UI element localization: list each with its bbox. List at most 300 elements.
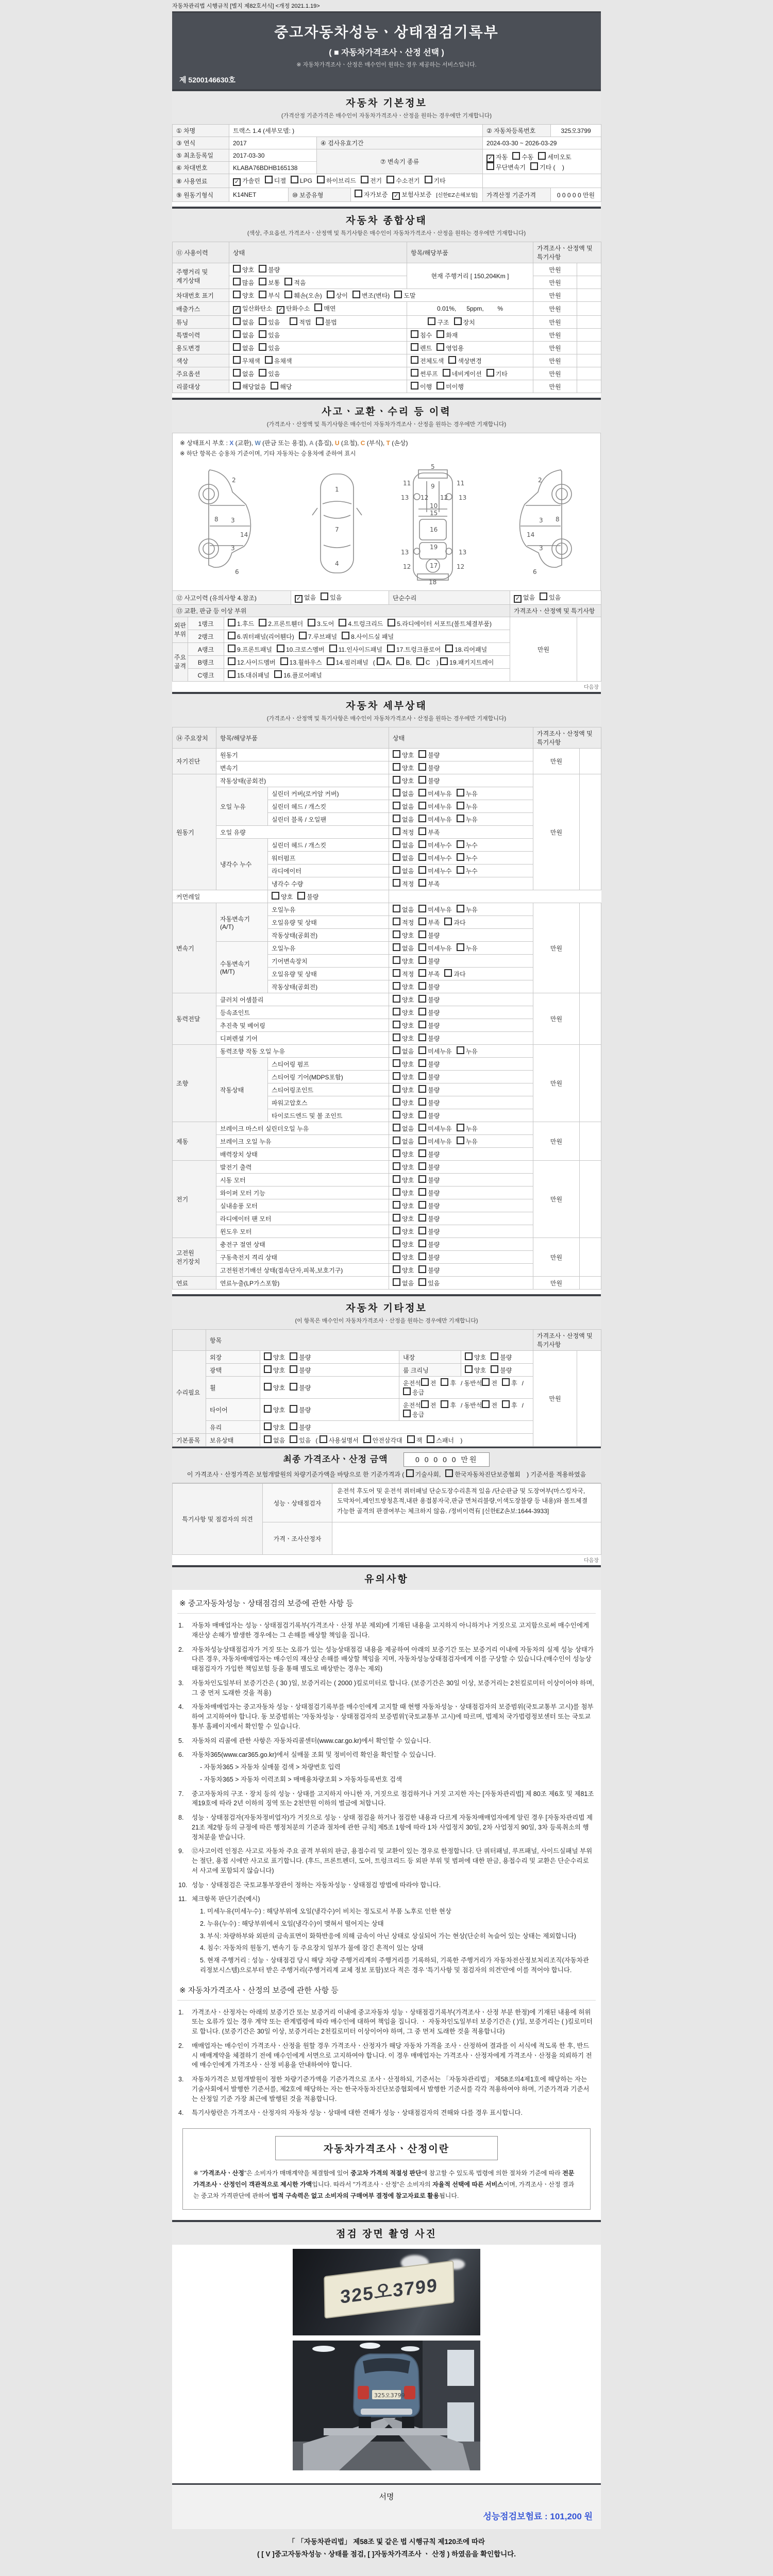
checkbox-option[interactable] — [272, 892, 293, 901]
checkbox[interactable] — [393, 840, 400, 848]
checkbox-option[interactable] — [277, 304, 310, 314]
checkbox[interactable] — [411, 356, 418, 364]
checkbox[interactable] — [418, 1252, 426, 1260]
checkbox[interactable] — [425, 176, 432, 183]
checkbox[interactable] — [457, 815, 464, 822]
checkbox[interactable] — [436, 343, 444, 351]
checkbox-option[interactable] — [327, 657, 368, 667]
checkbox[interactable] — [393, 1201, 400, 1209]
checkbox[interactable] — [284, 278, 292, 285]
checkbox[interactable] — [491, 1352, 498, 1360]
checkbox[interactable] — [418, 1008, 426, 1015]
checkbox-option[interactable] — [342, 632, 394, 641]
checkbox[interactable] — [411, 382, 418, 389]
checkbox-option[interactable] — [233, 265, 254, 274]
checkbox[interactable] — [233, 265, 241, 273]
checkbox[interactable] — [233, 343, 241, 351]
checkbox-option[interactable] — [264, 1435, 285, 1445]
checkbox[interactable] — [457, 866, 464, 874]
checkbox-option[interactable] — [411, 369, 438, 378]
checkbox-option[interactable] — [418, 1059, 440, 1069]
checkbox[interactable] — [393, 1214, 400, 1222]
checkbox-option[interactable] — [393, 956, 414, 965]
checkbox-option[interactable] — [393, 1059, 414, 1069]
checkbox[interactable] — [403, 1410, 411, 1417]
checkbox-option[interactable] — [393, 879, 414, 888]
checkbox[interactable] — [393, 1059, 400, 1067]
checkbox-option[interactable] — [418, 930, 440, 940]
checkbox-option[interactable] — [386, 176, 419, 185]
checkbox-option[interactable] — [259, 343, 280, 352]
checkbox-option[interactable] — [393, 1124, 414, 1133]
checkbox-option[interactable] — [457, 789, 478, 798]
checkbox-option[interactable] — [393, 840, 414, 850]
checkbox-option[interactable] — [308, 619, 334, 628]
checkbox-option[interactable] — [418, 1252, 440, 1262]
checkbox-option[interactable] — [233, 330, 254, 340]
checkbox[interactable] — [393, 815, 400, 822]
checkbox-option[interactable] — [392, 190, 431, 200]
checkbox[interactable] — [421, 1400, 429, 1408]
checkbox[interactable] — [418, 1072, 426, 1080]
checkbox[interactable] — [320, 1435, 327, 1443]
checkbox[interactable] — [274, 670, 282, 678]
checkbox[interactable] — [233, 330, 241, 338]
checkbox-option[interactable] — [457, 840, 478, 850]
checkbox-option[interactable] — [416, 657, 430, 666]
checkbox-option[interactable] — [486, 162, 526, 172]
checkbox-option[interactable] — [418, 1124, 451, 1133]
checkbox-option[interactable] — [418, 1149, 440, 1159]
checkbox-option[interactable] — [418, 1188, 440, 1197]
checkbox-option[interactable] — [457, 1137, 478, 1146]
checkbox[interactable] — [393, 1252, 400, 1260]
checkbox[interactable] — [418, 1059, 426, 1067]
checkbox[interactable] — [418, 776, 426, 784]
checkbox[interactable] — [291, 176, 298, 183]
checkbox-option[interactable] — [393, 1033, 414, 1043]
checkbox[interactable] — [228, 619, 236, 626]
checkbox[interactable] — [393, 1265, 400, 1273]
checkbox[interactable] — [352, 291, 360, 298]
checkbox-option[interactable] — [436, 382, 464, 391]
checkbox-option[interactable] — [393, 1072, 414, 1081]
checkbox-option[interactable] — [418, 1265, 440, 1275]
checkbox-option[interactable] — [290, 1352, 311, 1362]
checkbox-option[interactable] — [233, 291, 254, 300]
checkbox-option[interactable] — [393, 1278, 414, 1287]
checkbox[interactable] — [445, 1469, 453, 1477]
checkbox[interactable] — [418, 853, 426, 861]
checkbox-option[interactable] — [407, 1435, 423, 1445]
checkbox[interactable] — [393, 1046, 400, 1054]
checkbox[interactable] — [421, 1378, 429, 1386]
checkbox[interactable] — [317, 176, 325, 183]
checkbox-option[interactable] — [418, 1227, 440, 1236]
checkbox-option[interactable] — [297, 892, 318, 901]
checkbox[interactable] — [393, 1162, 400, 1170]
checkbox[interactable]: ✓ — [514, 595, 522, 603]
checkbox[interactable] — [393, 1227, 400, 1234]
checkbox-option[interactable] — [299, 632, 337, 641]
checkbox[interactable] — [228, 632, 236, 639]
checkbox[interactable] — [393, 905, 400, 912]
checkbox[interactable] — [290, 317, 297, 325]
checkbox-option[interactable] — [418, 918, 440, 927]
checkbox-option[interactable] — [393, 1111, 414, 1120]
checkbox[interactable] — [418, 995, 426, 1003]
checkbox-option[interactable] — [393, 1008, 414, 1017]
checkbox-option[interactable] — [428, 317, 449, 327]
checkbox[interactable]: ✓ — [233, 178, 241, 186]
checkbox-option[interactable] — [393, 763, 414, 772]
checkbox[interactable] — [465, 1352, 473, 1360]
checkbox[interactable] — [502, 1400, 510, 1408]
checkbox[interactable] — [444, 918, 452, 925]
checkbox-option[interactable] — [264, 1422, 285, 1432]
checkbox-option[interactable] — [264, 1383, 285, 1392]
checkbox[interactable] — [428, 317, 435, 325]
checkbox[interactable] — [361, 176, 368, 183]
checkbox[interactable] — [393, 1278, 400, 1286]
checkbox[interactable] — [290, 1435, 297, 1443]
checkbox[interactable] — [264, 1365, 272, 1373]
checkbox-option[interactable] — [393, 905, 414, 914]
checkbox-option[interactable] — [491, 1365, 512, 1375]
checkbox[interactable] — [418, 1265, 426, 1273]
checkbox[interactable] — [457, 1124, 464, 1131]
checkbox-option[interactable] — [403, 1387, 424, 1397]
checkbox-option[interactable] — [418, 1278, 440, 1287]
checkbox-option[interactable] — [393, 789, 414, 798]
checkbox-option[interactable] — [418, 1008, 440, 1017]
checkbox-option[interactable] — [457, 815, 478, 824]
checkbox[interactable] — [233, 291, 241, 298]
checkbox[interactable] — [418, 1214, 426, 1222]
checkbox-option[interactable] — [320, 1435, 359, 1445]
checkbox-option[interactable] — [339, 619, 383, 628]
checkbox-option[interactable] — [228, 645, 272, 654]
checkbox-option[interactable] — [418, 1175, 440, 1184]
checkbox-option[interactable] — [394, 291, 415, 300]
checkbox-option[interactable] — [290, 1383, 311, 1392]
checkbox[interactable] — [418, 1111, 426, 1118]
checkbox-option[interactable] — [259, 369, 280, 378]
checkbox-option[interactable] — [418, 789, 451, 798]
checkbox-option[interactable] — [233, 176, 260, 186]
checkbox-option[interactable] — [482, 1400, 497, 1410]
checkbox[interactable] — [393, 969, 400, 977]
checkbox-option[interactable] — [316, 317, 337, 327]
checkbox-option[interactable] — [290, 1365, 311, 1375]
checkbox-option[interactable] — [363, 1435, 402, 1445]
checkbox-option[interactable] — [259, 317, 280, 327]
checkbox[interactable] — [259, 278, 266, 285]
checkbox[interactable] — [314, 303, 322, 311]
checkbox-option[interactable] — [393, 866, 414, 875]
checkbox-option[interactable] — [259, 265, 280, 274]
checkbox[interactable] — [418, 879, 426, 887]
checkbox[interactable] — [416, 657, 424, 665]
checkbox-option[interactable] — [277, 645, 325, 654]
checkbox[interactable] — [393, 1149, 400, 1157]
checkbox[interactable] — [393, 1111, 400, 1118]
checkbox[interactable] — [259, 265, 266, 273]
checkbox[interactable] — [454, 317, 462, 325]
checkbox[interactable] — [418, 918, 426, 925]
checkbox[interactable] — [393, 982, 400, 990]
checkbox[interactable]: ✓ — [295, 595, 303, 603]
checkbox[interactable] — [436, 330, 444, 338]
checkbox[interactable] — [448, 356, 456, 364]
checkbox-option[interactable] — [448, 356, 481, 365]
checkbox-option[interactable] — [418, 853, 451, 862]
checkbox[interactable] — [418, 1098, 426, 1106]
checkbox-option[interactable] — [259, 278, 280, 287]
checkbox[interactable] — [264, 1405, 272, 1413]
checkbox-option[interactable] — [233, 382, 266, 391]
checkbox[interactable] — [327, 291, 334, 298]
checkbox[interactable] — [465, 1365, 473, 1373]
checkbox[interactable] — [233, 356, 241, 364]
checkbox-option[interactable] — [393, 1240, 414, 1249]
checkbox-option[interactable] — [411, 343, 432, 352]
checkbox[interactable] — [444, 969, 452, 977]
checkbox-option[interactable] — [393, 930, 414, 940]
checkbox[interactable] — [284, 291, 292, 298]
checkbox[interactable] — [393, 1085, 400, 1093]
checkbox-option[interactable] — [393, 1175, 414, 1184]
checkbox[interactable] — [457, 943, 464, 951]
checkbox[interactable]: ✓ — [392, 192, 400, 200]
checkbox-option[interactable] — [441, 1400, 456, 1410]
checkbox[interactable] — [486, 369, 494, 377]
checkbox[interactable] — [394, 291, 402, 298]
checkbox[interactable] — [377, 657, 384, 665]
checkbox[interactable] — [393, 956, 400, 964]
checkbox-option[interactable] — [233, 369, 254, 378]
checkbox[interactable] — [342, 632, 349, 639]
checkbox-option[interactable] — [295, 593, 316, 603]
checkbox-option[interactable] — [280, 657, 322, 667]
checkbox[interactable] — [502, 1378, 510, 1386]
checkbox-option[interactable] — [436, 330, 458, 340]
checkbox[interactable] — [406, 1469, 414, 1477]
checkbox-option[interactable] — [259, 291, 280, 300]
checkbox[interactable] — [233, 317, 241, 325]
checkbox-option[interactable] — [233, 356, 260, 365]
checkbox-option[interactable] — [411, 356, 444, 365]
checkbox[interactable] — [280, 657, 288, 665]
checkbox[interactable] — [538, 152, 546, 160]
checkbox-option[interactable] — [271, 382, 292, 391]
checkbox[interactable] — [445, 645, 453, 652]
checkbox-option[interactable] — [233, 278, 254, 287]
checkbox[interactable] — [403, 1387, 411, 1395]
checkbox-option[interactable] — [228, 632, 294, 641]
checkbox-option[interactable] — [418, 982, 440, 991]
checkbox[interactable] — [228, 657, 236, 665]
checkbox[interactable] — [393, 866, 400, 874]
checkbox[interactable] — [272, 892, 279, 900]
checkbox-option[interactable] — [290, 1405, 311, 1414]
checkbox-option[interactable] — [290, 317, 311, 327]
checkbox[interactable] — [297, 892, 305, 900]
checkbox-option[interactable] — [457, 866, 478, 875]
checkbox-option[interactable] — [290, 1435, 311, 1445]
checkbox-option[interactable] — [393, 1098, 414, 1107]
checkbox-option[interactable] — [233, 304, 272, 314]
checkbox[interactable] — [482, 1378, 490, 1386]
checkbox[interactable] — [264, 1435, 272, 1443]
checkbox-option[interactable] — [457, 1124, 478, 1133]
checkbox-option[interactable] — [327, 291, 348, 300]
checkbox-option[interactable] — [418, 1098, 440, 1107]
checkbox[interactable] — [512, 152, 520, 160]
checkbox[interactable] — [418, 1046, 426, 1054]
checkbox[interactable] — [436, 382, 444, 389]
checkbox-option[interactable] — [259, 619, 303, 628]
checkbox[interactable] — [393, 1008, 400, 1015]
checkbox-option[interactable] — [418, 1046, 451, 1056]
checkbox[interactable] — [259, 291, 266, 298]
checkbox-option[interactable] — [393, 1162, 414, 1172]
checkbox-option[interactable] — [436, 343, 464, 352]
checkbox[interactable] — [388, 619, 395, 626]
checkbox-option[interactable] — [284, 291, 322, 300]
checkbox-option[interactable] — [421, 1378, 436, 1387]
checkbox[interactable] — [233, 278, 241, 285]
checkbox-option[interactable] — [403, 1410, 424, 1419]
checkbox[interactable] — [443, 369, 450, 377]
checkbox[interactable] — [457, 840, 464, 848]
checkbox-option[interactable] — [465, 1352, 486, 1362]
checkbox-option[interactable] — [393, 1252, 414, 1262]
checkbox-option[interactable] — [393, 982, 414, 991]
checkbox-option[interactable] — [418, 905, 451, 914]
checkbox[interactable] — [259, 619, 266, 626]
checkbox-option[interactable] — [418, 1162, 440, 1172]
checkbox[interactable] — [418, 789, 426, 796]
checkbox-option[interactable] — [393, 1201, 414, 1210]
checkbox[interactable] — [264, 1352, 272, 1360]
checkbox[interactable] — [393, 1175, 400, 1183]
checkbox[interactable] — [393, 776, 400, 784]
checkbox-option[interactable] — [406, 1469, 441, 1479]
checkbox-option[interactable] — [418, 1201, 440, 1210]
checkbox[interactable] — [259, 330, 266, 338]
checkbox-option[interactable] — [418, 1085, 440, 1094]
checkbox[interactable] — [233, 369, 241, 377]
checkbox[interactable] — [486, 162, 494, 170]
checkbox-option[interactable] — [486, 152, 508, 162]
checkbox[interactable] — [290, 1405, 297, 1413]
checkbox-option[interactable] — [457, 1046, 478, 1056]
checkbox[interactable] — [321, 592, 328, 600]
checkbox[interactable] — [418, 956, 426, 964]
checkbox-option[interactable] — [457, 853, 478, 862]
checkbox[interactable] — [407, 1435, 415, 1443]
checkbox-option[interactable] — [418, 1214, 440, 1223]
checkbox-option[interactable] — [418, 763, 440, 772]
checkbox-option[interactable] — [393, 1265, 414, 1275]
checkbox-option[interactable] — [228, 670, 270, 680]
checkbox[interactable] — [457, 789, 464, 796]
checkbox-option[interactable] — [530, 162, 564, 172]
checkbox[interactable] — [393, 1240, 400, 1247]
checkbox[interactable] — [418, 1162, 426, 1170]
checkbox-option[interactable] — [377, 657, 392, 666]
checkbox[interactable] — [418, 815, 426, 822]
checkbox[interactable] — [418, 1033, 426, 1041]
checkbox[interactable] — [418, 1137, 426, 1144]
checkbox[interactable] — [308, 619, 315, 626]
checkbox[interactable] — [457, 1046, 464, 1054]
checkbox-option[interactable] — [393, 1137, 414, 1146]
checkbox[interactable] — [440, 657, 448, 665]
checkbox[interactable] — [457, 1137, 464, 1144]
checkbox-option[interactable] — [418, 776, 440, 785]
checkbox[interactable] — [393, 853, 400, 861]
checkbox[interactable] — [277, 645, 284, 652]
checkbox-option[interactable] — [329, 645, 382, 654]
checkbox[interactable] — [411, 343, 418, 351]
checkbox-option[interactable] — [393, 969, 414, 978]
checkbox[interactable] — [393, 918, 400, 925]
checkbox-option[interactable] — [265, 176, 286, 185]
checkbox-option[interactable] — [352, 291, 390, 300]
checkbox[interactable] — [259, 369, 266, 377]
checkbox[interactable] — [418, 1085, 426, 1093]
checkbox-option[interactable] — [228, 657, 276, 667]
checkbox[interactable] — [418, 866, 426, 874]
checkbox[interactable] — [441, 1378, 448, 1386]
checkbox[interactable] — [393, 995, 400, 1003]
checkbox[interactable] — [393, 750, 400, 758]
checkbox[interactable] — [393, 763, 400, 771]
checkbox-option[interactable] — [465, 1365, 486, 1375]
checkbox-option[interactable] — [514, 593, 535, 603]
checkbox-option[interactable] — [454, 317, 475, 327]
checkbox-option[interactable] — [482, 1378, 497, 1387]
checkbox[interactable] — [290, 1422, 297, 1430]
checkbox[interactable] — [482, 1400, 490, 1408]
checkbox[interactable] — [290, 1365, 297, 1373]
checkbox[interactable] — [396, 657, 404, 665]
checkbox-option[interactable] — [418, 1021, 440, 1030]
checkbox-option[interactable] — [418, 750, 440, 759]
checkbox[interactable] — [271, 382, 278, 389]
checkbox-option[interactable] — [427, 1435, 454, 1445]
checkbox-option[interactable] — [393, 1085, 414, 1094]
checkbox[interactable] — [418, 943, 426, 951]
checkbox-option[interactable] — [445, 645, 487, 654]
checkbox-option[interactable] — [418, 1072, 440, 1081]
checkbox[interactable] — [339, 619, 346, 626]
checkbox[interactable] — [265, 356, 273, 364]
checkbox-option[interactable] — [445, 1469, 520, 1479]
checkbox-option[interactable] — [443, 369, 482, 378]
checkbox[interactable] — [393, 879, 400, 887]
checkbox[interactable] — [393, 943, 400, 951]
checkbox[interactable] — [264, 1383, 272, 1391]
checkbox[interactable] — [393, 930, 400, 938]
checkbox-option[interactable] — [355, 190, 388, 199]
checkbox[interactable] — [418, 1227, 426, 1234]
checkbox-option[interactable] — [361, 176, 382, 185]
checkbox[interactable] — [233, 382, 241, 389]
checkbox[interactable] — [355, 190, 362, 197]
